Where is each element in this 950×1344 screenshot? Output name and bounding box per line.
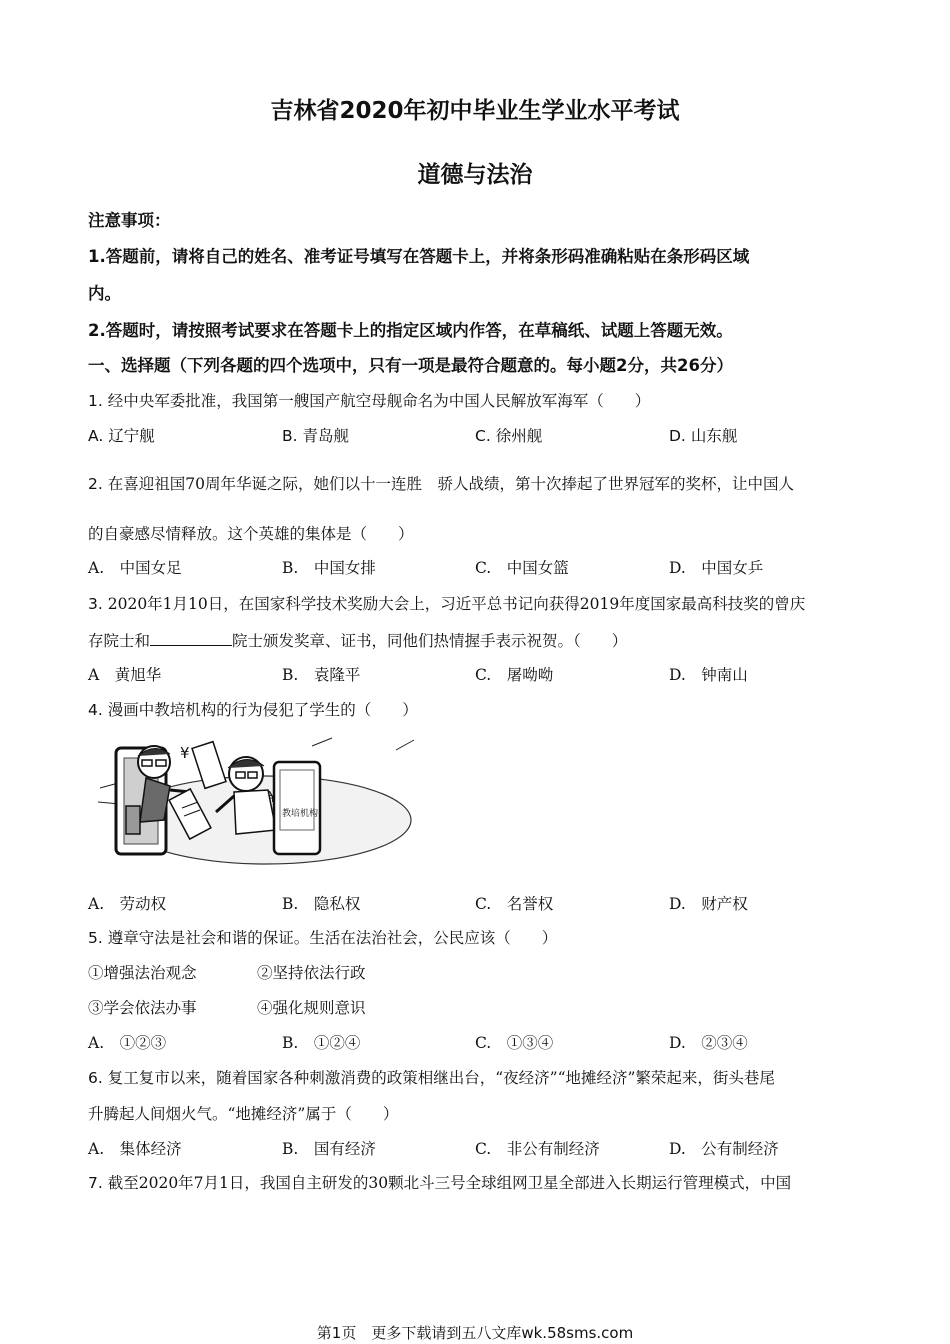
q5-statement-4: ④强化规则意识 <box>257 999 366 1017</box>
q2-option-a: A. 中国女足 <box>88 559 182 577</box>
question-text: 经中央军委批准，我国第一艘国产航空母舰命名为中国人民解放军海军（ ） <box>107 392 651 410</box>
q2-option-d: D. 中国女乒 <box>669 559 764 577</box>
question-text: 漫画中教培机构的行为侵犯了学生的（ ） <box>107 701 418 719</box>
q1-option-c: C. 徐州舰 <box>475 427 543 445</box>
q2-option-b: B. 中国女排 <box>282 559 376 577</box>
question-2-cont: 的自豪感尽情释放。这个英雄的集体是（ ） <box>88 525 414 543</box>
answer-blank <box>150 630 232 646</box>
section-heading: 一、选择题（下列各题的四个选项中，只有一项是最符合题意的。每小题2分，共26分） <box>88 356 733 375</box>
question-number: 7. <box>88 1174 103 1192</box>
exam-title: 吉林省2020年初中毕业生学业水平考试 <box>270 98 680 124</box>
question-5 <box>88 928 557 948</box>
question-1 <box>88 391 650 411</box>
q5-statement-1: ①增强法治观念 <box>88 964 197 982</box>
question-text: 截至2020年7月1日，我国自主研发的30颗北斗三号全球组网卫星全部进入长期运行管理模式，中国 <box>107 1174 792 1192</box>
q6-option-d: D. 公有制经济 <box>669 1140 779 1158</box>
q5-option-d: D. ②③④ <box>669 1034 748 1052</box>
q3-option-b: B. 袁隆平 <box>282 666 361 684</box>
q5-option-c: C. ①③④ <box>475 1034 554 1052</box>
question-number: 2. <box>88 475 103 493</box>
q4-option-c: C. 名誉权 <box>475 895 554 913</box>
q6-option-c: C. 非公有制经济 <box>475 1140 600 1158</box>
q2-option-c: C. 中国女篮 <box>475 559 569 577</box>
question-6-cont: 升腾起人间烟火气。“地摊经济”属于（ ） <box>88 1105 399 1123</box>
q6-option-a: A. 集体经济 <box>88 1140 182 1158</box>
q5-option-a: A. ①②③ <box>88 1034 167 1052</box>
cartoon-illustration <box>98 730 418 865</box>
notes-item-1-cont: 内。 <box>88 284 121 303</box>
q1-option-a: A. 辽宁舰 <box>88 427 155 445</box>
question-6 <box>88 1068 775 1088</box>
question-text: 2020年1月10日，在国家科学技术奖励大会上，习近平总书记向获得2019年度国家最高科技奖的曾庆 <box>107 595 806 613</box>
question-number: 3. <box>88 595 103 613</box>
svg-text:¥: ¥ <box>180 744 190 762</box>
q3-option-d: D. 钟南山 <box>669 666 748 684</box>
q1-option-b: B. 青岛舰 <box>282 427 350 445</box>
q3-option-a: A 黄旭华 <box>88 666 162 684</box>
notes-heading: 注意事项： <box>88 211 171 230</box>
question-text: 遵章守法是社会和谐的保证。生活在法治社会，公民应该（ ） <box>107 929 558 947</box>
question-2 <box>88 474 794 494</box>
question-number: 1. <box>88 392 103 410</box>
page-footer: 第1页 更多下载请到五八文库wk.58sms.com <box>316 1324 634 1342</box>
question-3-cont: 存院士和 院士颁发奖章、证书，同他们热情握手表示祝贺。（ ） <box>88 632 628 650</box>
q5-statement-2: ②坚持依法行政 <box>257 964 366 982</box>
question-3 <box>88 594 805 614</box>
question-number: 6. <box>88 1069 103 1087</box>
cartoon-label: 教培机构 <box>282 809 319 819</box>
q5-option-b: B. ①②④ <box>282 1034 361 1052</box>
q4-option-a: A. 劳动权 <box>88 895 167 913</box>
q1-option-d: D. 山东舰 <box>669 427 738 445</box>
q4-option-d: D. 财产权 <box>669 895 748 913</box>
q3-option-c: C. 屠呦呦 <box>475 666 554 684</box>
notes-item-1: 1.答题前，请将自己的姓名、准考证号填写在答题卡上，并将条形码准确粘贴在条形码区域 <box>88 247 750 266</box>
question-text: 复工复市以来，随着国家各种刺激消费的政策相继出台，“夜经济”“地摊经济”繁荣起来，街头巷尾 <box>107 1069 775 1087</box>
question-text: 在喜迎祖国70周年华诞之际，她们以十一连胜 骄人战绩，第十次捧起了世界冠军的奖杯，让中国人 <box>107 475 794 493</box>
question-7 <box>88 1173 791 1193</box>
notes-item-2: 2.答题时，请按照考试要求在答题卡上的指定区域内作答，在草稿纸、试题上答题无效。 <box>88 321 733 340</box>
exam-subject: 道德与法治 <box>417 162 533 188</box>
q5-statement-3: ③学会依法办事 <box>88 999 197 1017</box>
question-number: 4. <box>88 701 103 719</box>
question-4 <box>88 700 418 720</box>
q4-option-b: B. 隐私权 <box>282 895 361 913</box>
question-number: 5. <box>88 929 103 947</box>
q6-option-b: B. 国有经济 <box>282 1140 376 1158</box>
